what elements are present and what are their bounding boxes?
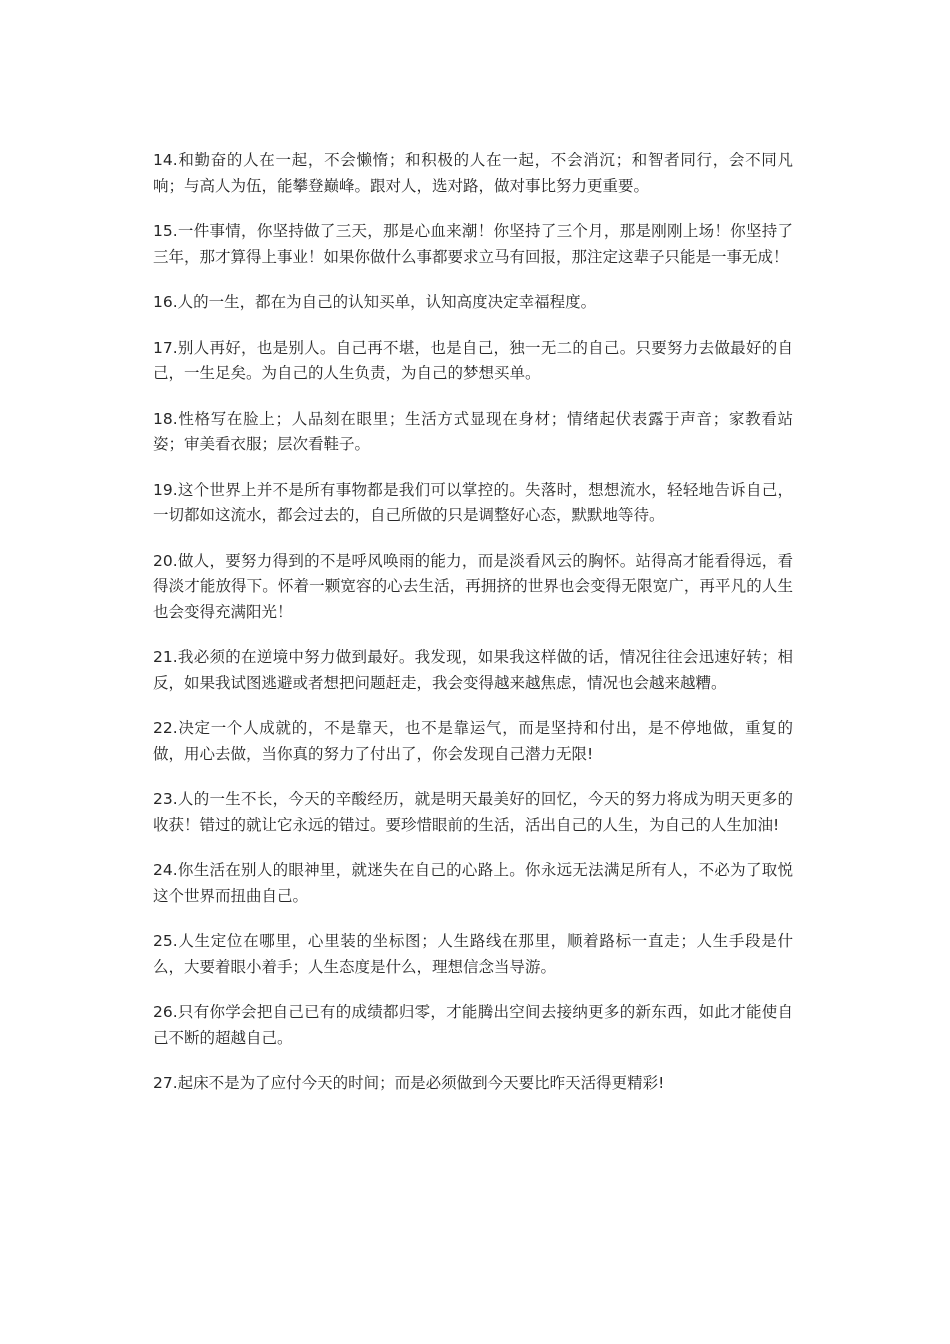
paragraph-15: 15.一件事情，你坚持做了三天，那是心血来潮！你坚持了三个月，那是刚刚上场！你坚持了三年，那才算得上事业！如果你做什么事都要求立马有回报，那注定这辈子只能是一事无成！ [153,222,793,266]
paragraph-25: 25.人生定位在哪里，心里装的坐标图；人生路线在那里，顺着路标一直走；人生手段是什么，大要着眼小着手；人生态度是什么，理想信念当导游。 [153,932,793,976]
paragraph-26: 26.只有你学会把自己已有的成绩都归零，才能腾出空间去接纳更多的新东西，如此才能使自己不断的超越自己。 [153,1003,793,1047]
paragraph-18: 18.性格写在脸上；人品刻在眼里；生活方式显现在身材；情绪起伏表露于声音；家教看站姿；审美看衣服；层次看鞋子。 [153,409,793,453]
paragraph-16: 16.人的一生，都在为自己的认知买单，认知高度决定幸福程度。 [153,293,597,311]
paragraph-27: 27.起床不是为了应付今天的时间；而是必须做到今天要比昨天活得更精彩! [153,1074,665,1092]
paragraph-23: 23.人的一生不长，今天的辛酸经历，就是明天最美好的回忆，今天的努力将成为明天更多的收获！错过的就让它永远的错过。要珍惜眼前的生活，活出自己的人生，为自己的人生加油! [153,790,793,834]
paragraph-22: 22.决定一个人成就的，不是靠天，也不是靠运气，而是坚持和付出，是不停地做，重复的做，用心去做，当你真的努力了付出了，你会发现自己潜力无限! [153,719,793,763]
paragraph-14: 14.和勤奋的人在一起，不会懒惰；和积极的人在一起，不会消沉；和智者同行，会不同凡响；与高人为伍，能攀登巅峰。跟对人，选对路，做对事比努力更重要。 [153,151,793,195]
paragraph-24: 24.你生活在别人的眼神里，就迷失在自己的心路上。你永远无法满足所有人，不必为了取悦这个世界而扭曲自己。 [153,861,793,905]
paragraph-19: 19.这个世界上并不是所有事物都是我们可以掌控的。失落时，想想流水，轻轻地告诉自己，一切都如这流水，都会过去的，自己所做的只是调整好心态，默默地等待。 [153,480,793,524]
paragraph-17: 17.别人再好，也是别人。自己再不堪，也是自己，独一无二的自己。只要努力去做最好的自己，一生足矣。为自己的人生负责，为自己的梦想买单。 [153,338,793,382]
document-body [153,148,793,1117]
paragraph-21: 21.我必须的在逆境中努力做到最好。我发现，如果我这样做的话，情况往往会迅速好转；相反，如果我试图逃避或者想把问题赶走，我会变得越来越焦虑，情况也会越来越糟。 [153,648,793,692]
paragraph-20: 20.做人，要努力得到的不是呼风唤雨的能力，而是淡看风云的胸怀。站得高才能看得远，看得淡才能放得下。怀着一颗宽容的心去生活，再拥挤的世界也会变得无限宽广，再平凡的人生也会变得充满阳光！ [153,551,793,621]
